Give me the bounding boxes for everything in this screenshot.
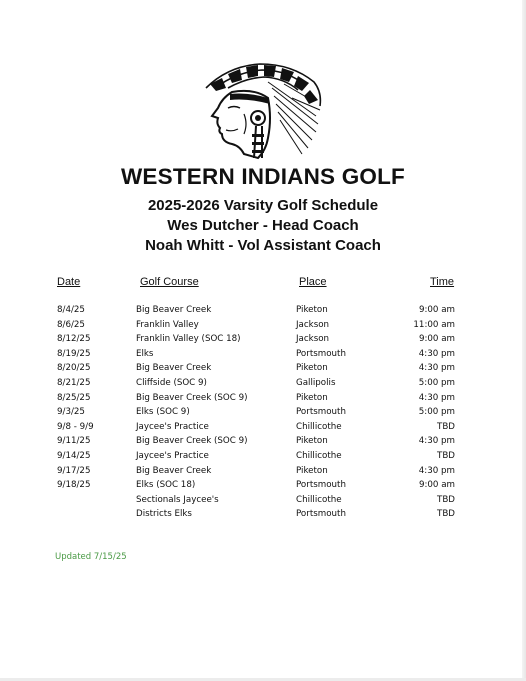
- cell-place: Portsmouth: [296, 348, 346, 359]
- table-row: [0, 466, 526, 481]
- cell-course: Franklin Valley: [136, 319, 199, 330]
- cell-time: TBD: [437, 421, 455, 432]
- cell-place: Piketon: [296, 363, 328, 374]
- cell-date: 8/19/25: [57, 348, 91, 359]
- column-header-course: Golf Course: [140, 276, 199, 288]
- cell-date: 8/25/25: [57, 392, 91, 403]
- head-coach: Wes Dutcher - Head Coach: [167, 217, 359, 234]
- cell-time: 5:00 pm: [418, 407, 455, 418]
- cell-date: 9/3/25: [57, 407, 85, 418]
- cell-course: Jaycee's Practice: [136, 421, 209, 432]
- cell-time: 4:30 pm: [418, 465, 455, 476]
- cell-date: 8/12/25: [57, 334, 91, 345]
- table-row: [0, 334, 526, 349]
- table-row: [0, 349, 526, 364]
- table-row: [0, 436, 526, 451]
- cell-date: 8/4/25: [57, 305, 85, 315]
- table-row: [0, 509, 526, 524]
- cell-date: 8/6/25: [57, 319, 85, 330]
- cell-date: 8/20/25: [57, 363, 91, 374]
- cell-course: Big Beaver Creek: [136, 465, 212, 476]
- cell-time: 4:30 pm: [418, 363, 455, 374]
- cell-place: Chillicothe: [296, 421, 342, 432]
- table-row: [0, 407, 526, 422]
- cell-time: TBD: [437, 494, 455, 505]
- cell-place: Piketon: [296, 436, 328, 447]
- cell-course: Big Beaver Creek: [136, 305, 212, 315]
- table-row: [0, 393, 526, 408]
- cell-course: Jaycee's Practice: [136, 450, 209, 461]
- cell-course: Elks (SOC 18): [136, 480, 196, 491]
- cell-place: Jackson: [296, 319, 330, 330]
- table-row: [0, 495, 526, 510]
- table-row: [0, 320, 526, 335]
- cell-time: 9:00 am: [418, 334, 455, 345]
- cell-course: Cliffside (SOC 9): [136, 377, 207, 388]
- table-row: [0, 480, 526, 495]
- cell-date: 9/17/25: [57, 465, 91, 476]
- column-header-place: Place: [299, 276, 327, 288]
- cell-place: Jackson: [296, 334, 330, 345]
- page-title: WESTERN INDIANS GOLF: [121, 164, 405, 189]
- indian-chief-logo-icon: [188, 58, 328, 162]
- cell-date: 9/11/25: [57, 436, 91, 447]
- cell-course: Franklin Valley (SOC 18): [136, 334, 241, 345]
- table-row: [0, 378, 526, 393]
- cell-course: Big Beaver Creek: [136, 363, 212, 374]
- schedule-subtitle: 2025-2026 Varsity Golf Schedule: [147, 197, 379, 214]
- cell-place: Piketon: [296, 392, 328, 403]
- cell-place: Piketon: [296, 465, 328, 476]
- cell-time: 4:30 pm: [418, 436, 455, 447]
- cell-place: Chillicothe: [296, 494, 342, 505]
- cell-course: Big Beaver Creek (SOC 9): [136, 392, 248, 403]
- cell-course: Elks (SOC 9): [136, 407, 190, 418]
- table-row: [0, 363, 526, 378]
- column-header-time: Time: [430, 276, 455, 288]
- cell-time: TBD: [437, 450, 455, 461]
- cell-date: 9/8 - 9/9: [57, 421, 94, 432]
- cell-place: Piketon: [296, 305, 328, 315]
- cell-course: Districts Elks: [136, 509, 192, 520]
- cell-place: Chillicothe: [296, 450, 342, 461]
- cell-course: Elks: [136, 348, 154, 359]
- cell-time: 9:00 am: [418, 305, 455, 315]
- cell-date: 8/21/25: [57, 377, 91, 388]
- cell-time: 11:00 am: [413, 319, 455, 330]
- table-row: [0, 451, 526, 466]
- cell-place: Portsmouth: [296, 480, 346, 491]
- column-header-date: Date: [57, 276, 81, 288]
- assistant-coach: Noah Whitt - Vol Assistant Coach: [145, 237, 381, 254]
- table-row: [0, 422, 526, 437]
- cell-time: 4:30 pm: [418, 392, 455, 403]
- cell-course: Sectionals Jaycee's: [136, 494, 219, 505]
- cell-time: TBD: [437, 509, 455, 520]
- cell-place: Gallipolis: [296, 377, 336, 388]
- cell-place: Portsmouth: [296, 407, 346, 418]
- table-row: [0, 305, 526, 320]
- schedule-table: [0, 305, 526, 524]
- cell-time: 4:30 pm: [418, 348, 455, 359]
- cell-time: 9:00 am: [418, 480, 455, 491]
- cell-date: 9/18/25: [57, 480, 91, 491]
- cell-place: Portsmouth: [296, 509, 346, 520]
- cell-date: 9/14/25: [57, 450, 91, 461]
- cell-course: Big Beaver Creek (SOC 9): [136, 436, 248, 447]
- cell-time: 5:00 pm: [418, 377, 455, 388]
- updated-note: Updated 7/15/25: [55, 552, 127, 562]
